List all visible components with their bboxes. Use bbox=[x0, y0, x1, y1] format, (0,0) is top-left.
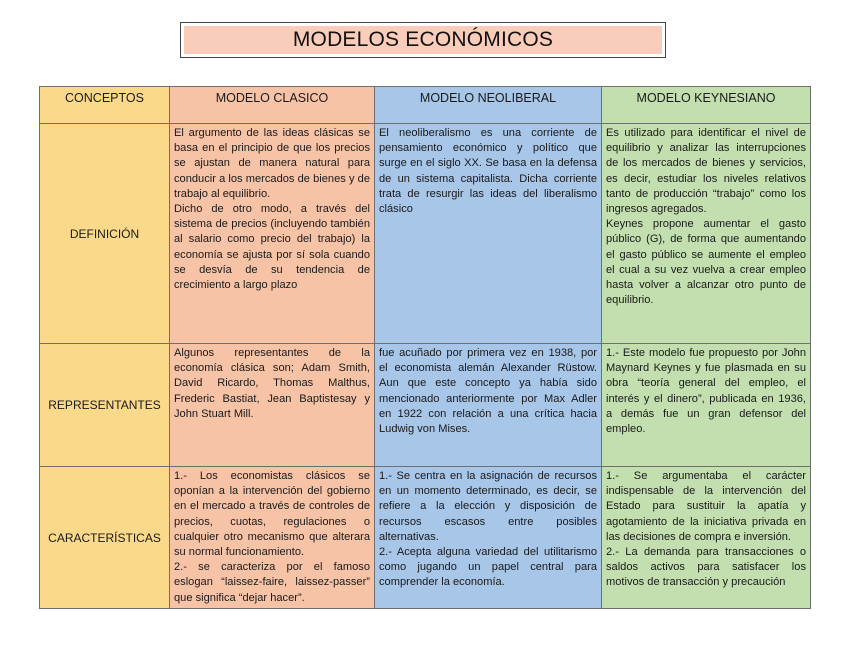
paragraph: 1.- Se centra en la asignación de recursos en un momento determinado, es decir, se refiere a la elección y disposición de recursos escasos entre posibles alternativas. bbox=[379, 470, 597, 543]
paragraph: 2.- se caracteriza por el famoso eslogan “laissez-faire, laissez-passer” que significa “dejar hacer”. bbox=[174, 561, 370, 604]
paragraph: 2.- La demanda para transacciones o saldos activos para satisfacer los motivos de transacción y precaución bbox=[606, 546, 806, 589]
cell-caracteristicas-clasico bbox=[170, 467, 375, 609]
cell-caracteristicas-keynesiano bbox=[602, 467, 811, 609]
row-caracteristicas bbox=[40, 467, 811, 609]
row-representantes bbox=[40, 344, 811, 467]
row-definicion bbox=[40, 124, 811, 344]
header-conceptos: CONCEPTOS bbox=[40, 87, 170, 124]
header-row bbox=[40, 87, 811, 124]
paragraph: 1.- Este modelo fue propuesto por John Maynard Keynes y fue plasmada en su obra “teoría general del empleo, el interés y el dinero”, publicada en 1936, a demás fue un gran defensor del empleo. bbox=[606, 347, 806, 436]
row-label-definicion: DEFINICIÓN bbox=[40, 124, 170, 344]
cell-definicion-keynesiano bbox=[602, 124, 811, 344]
cell-caracteristicas-neoliberal bbox=[375, 467, 602, 609]
paragraph: Dicho de otro modo, a través del sistema de precios (incluyendo también al salario como precio del trabajo) la economía se ajusta por sí sola cuando se desvía de su tendencia de crecimiento a largo plazo bbox=[174, 203, 370, 292]
cell-definicion-clasico bbox=[170, 124, 375, 344]
paragraph: fue acuñado por primera vez en 1938, por el economista alemán Alexander Rüstow. Aun que este concepto ya había sido mencionado anteriormente por Max Adler en 1922 con relación a una crítica hacia Ludwig von Mises. bbox=[379, 347, 597, 436]
paragraph: 1.- Los economistas clásicos se oponían a la intervención del gobierno en el mercado a través de controles de precios, cuotas, regulaciones o cualquier otro mecanismo que alterara su normal funcionamiento. bbox=[174, 470, 370, 559]
header-modelo-neoliberal: MODELO NEOLIBERAL bbox=[375, 87, 602, 124]
title-box bbox=[180, 22, 666, 58]
paragraph: 2.- Acepta alguna variedad del utilitarismo como jugando un papel central para comprender la economía. bbox=[379, 546, 597, 589]
paragraph: El argumento de las ideas clásicas se basa en el principio de que los precios se ajustan de manera natural para conducir a los mercados de bienes y de trabajo al equilibrio. bbox=[174, 127, 370, 200]
cell-representantes-clasico bbox=[170, 344, 375, 467]
row-label-caracteristicas: CARACTERÍSTICAS bbox=[40, 467, 170, 609]
paragraph: El neoliberalismo es una corriente de pensamiento económico y político que surge en el siglo XX. Se basa en la defensa de un sistema capitalista. Dicha corriente trata de resurgir las ideas del liberalismo clásico bbox=[379, 127, 597, 216]
header-modelo-clasico: MODELO CLASICO bbox=[170, 87, 375, 124]
paragraph: 1.- Se argumentaba el carácter indispensable de la intervención del Estado para sustituir la apatía y agotamiento de la iniciativa privada en las decisiones de compra e inversión. bbox=[606, 470, 806, 543]
paragraph: Es utilizado para identificar el nivel de equilibrio y analizar las interrupciones de los mercados de bienes y servicios, es decir, estudiar los niveles relativos tanto de producción “trabajo” como los ingresos agregados. bbox=[606, 127, 806, 216]
cell-definicion-neoliberal bbox=[375, 124, 602, 344]
row-label-representantes: REPRESENTANTES bbox=[40, 344, 170, 467]
cell-representantes-keynesiano bbox=[602, 344, 811, 467]
paragraph: Algunos representantes de la economía clásica son; Adam Smith, David Ricardo, Thomas Malthus, Frederic Bastiat, Jean Baptistesay y John Stuart Mill. bbox=[174, 347, 370, 420]
models-table bbox=[39, 86, 811, 609]
page-title: MODELOS ECONÓMICOS bbox=[184, 26, 662, 54]
paragraph: Keynes propone aumentar el gasto público (G), de forma que aumentando el gasto público se aumente el empleo el cual a su vez vuelva a crear empleo hasta volver a alcanzar otro punto de equilibrio. bbox=[606, 218, 806, 307]
header-modelo-keynesiano: MODELO KEYNESIANO bbox=[602, 87, 811, 124]
cell-representantes-neoliberal bbox=[375, 344, 602, 467]
